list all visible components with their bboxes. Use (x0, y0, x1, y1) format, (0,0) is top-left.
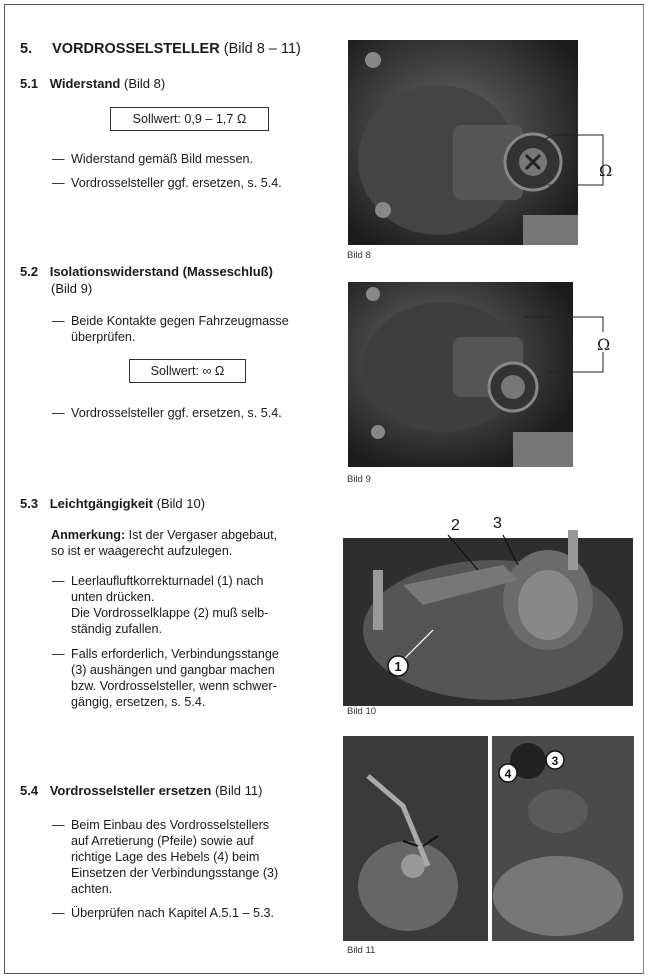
section-title: Vordrosselsteller ersetzen (49, 783, 212, 798)
section-5-1-heading (20, 76, 165, 91)
note (51, 527, 277, 543)
figure-caption: Bild 11 (347, 945, 376, 956)
list-item-text: (3) aushängen und gangbar machen (71, 663, 275, 677)
list-item-text: Widerstand gemäß Bild messen. (71, 152, 253, 166)
section-5-2-heading (20, 264, 273, 279)
list-item-text: Überprüfen nach Kapitel A.5.1 – 5.3. (71, 906, 275, 920)
callout-label: 2 (451, 517, 460, 534)
list-item-text: ständig zufallen. (71, 622, 163, 636)
section-title: Leichtgängigkeit (49, 496, 153, 511)
list-item-text: richtige Lage des Hebels (4) beim (71, 850, 260, 864)
section-5-3-heading (20, 496, 205, 511)
note-label: Anmerkung: (51, 528, 126, 542)
section-title: Widerstand (49, 76, 121, 91)
note-text: Ist der Vergaser abgebaut, (128, 528, 278, 542)
dash: — (52, 906, 65, 920)
dash: — (52, 176, 65, 190)
dash: — (52, 574, 65, 588)
figure-8-photo (343, 40, 639, 250)
list-item-text: Beide Kontakte gegen Fahrzeugmasse (71, 314, 289, 328)
figure-9-photo (343, 282, 639, 472)
section-number: 5.4 (20, 783, 39, 798)
section-ref: (Bild 9) (51, 281, 93, 296)
section-title: VORDROSSELSTELLER (52, 41, 220, 57)
ohm-symbol: Ω (599, 161, 613, 180)
setpoint-box-insulation: Sollwert: ∞ Ω (129, 359, 246, 383)
note-text: so ist er waagerecht aufzulegen. (51, 544, 233, 558)
list-item-text: Leerlaufluftkorrekturnadel (1) nach (71, 574, 264, 588)
section-5-4-heading (20, 783, 262, 798)
section-title: Isolationswiderstand (Masseschluß) (49, 264, 273, 279)
section-number: 5.1 (20, 76, 39, 91)
list-item-text: Die Vordrosselklappe (2) muß selb- (71, 606, 269, 620)
figure-caption: Bild 8 (347, 250, 371, 261)
ohm-symbol: Ω (597, 335, 611, 354)
list-item-text: überprüfen. (71, 330, 136, 344)
dash: — (52, 314, 65, 328)
list-item-text: Einsetzen der Verbindungsstange (3) (71, 866, 279, 880)
callout-label: 3 (493, 515, 502, 532)
list-item-text: Vordrosselsteller ggf. ersetzen, s. 5.4. (71, 176, 282, 190)
list-item-text: achten. (71, 882, 113, 896)
section-number: 5. (20, 41, 33, 57)
list-item-text: auf Arretierung (Pfeile) sowie auf (71, 834, 254, 848)
list-item-text: Beim Einbau des Vordrosselstellers (71, 818, 270, 832)
section-number: 5.2 (20, 264, 39, 279)
list-item-text: unten drücken. (71, 590, 155, 604)
section-number: 5.3 (20, 496, 39, 511)
section-5-heading (20, 41, 301, 57)
setpoint-box-resistance: Sollwert: 0,9 – 1,7 Ω (110, 107, 269, 131)
dash: — (52, 406, 65, 420)
dash: — (52, 647, 65, 661)
list-item-text: bzw. Vordrosselsteller, wenn schwer- (71, 679, 277, 693)
callout-label: 4 (504, 767, 512, 781)
figure-caption: Bild 10 (347, 706, 377, 717)
dash: — (52, 818, 65, 832)
callout-label: 1 (394, 659, 402, 674)
figure-10-photo (343, 510, 639, 706)
callout-label: 3 (551, 754, 559, 768)
section-ref: (Bild 11) (214, 783, 263, 798)
dash: — (52, 152, 65, 166)
section-ref: (Bild 8) (124, 76, 166, 91)
list-item-text: Falls erforderlich, Verbindungsstange (71, 647, 279, 661)
list-item-text: Vordrosselsteller ggf. ersetzen, s. 5.4. (71, 406, 282, 420)
section-ref: (Bild 10) (156, 496, 206, 511)
figure-11-photo (343, 736, 639, 946)
section-ref: (Bild 8 – 11) (223, 41, 301, 57)
list-item-text: gängig, ersetzen, s. 5.4. (71, 695, 206, 709)
figure-caption: Bild 9 (347, 474, 371, 485)
